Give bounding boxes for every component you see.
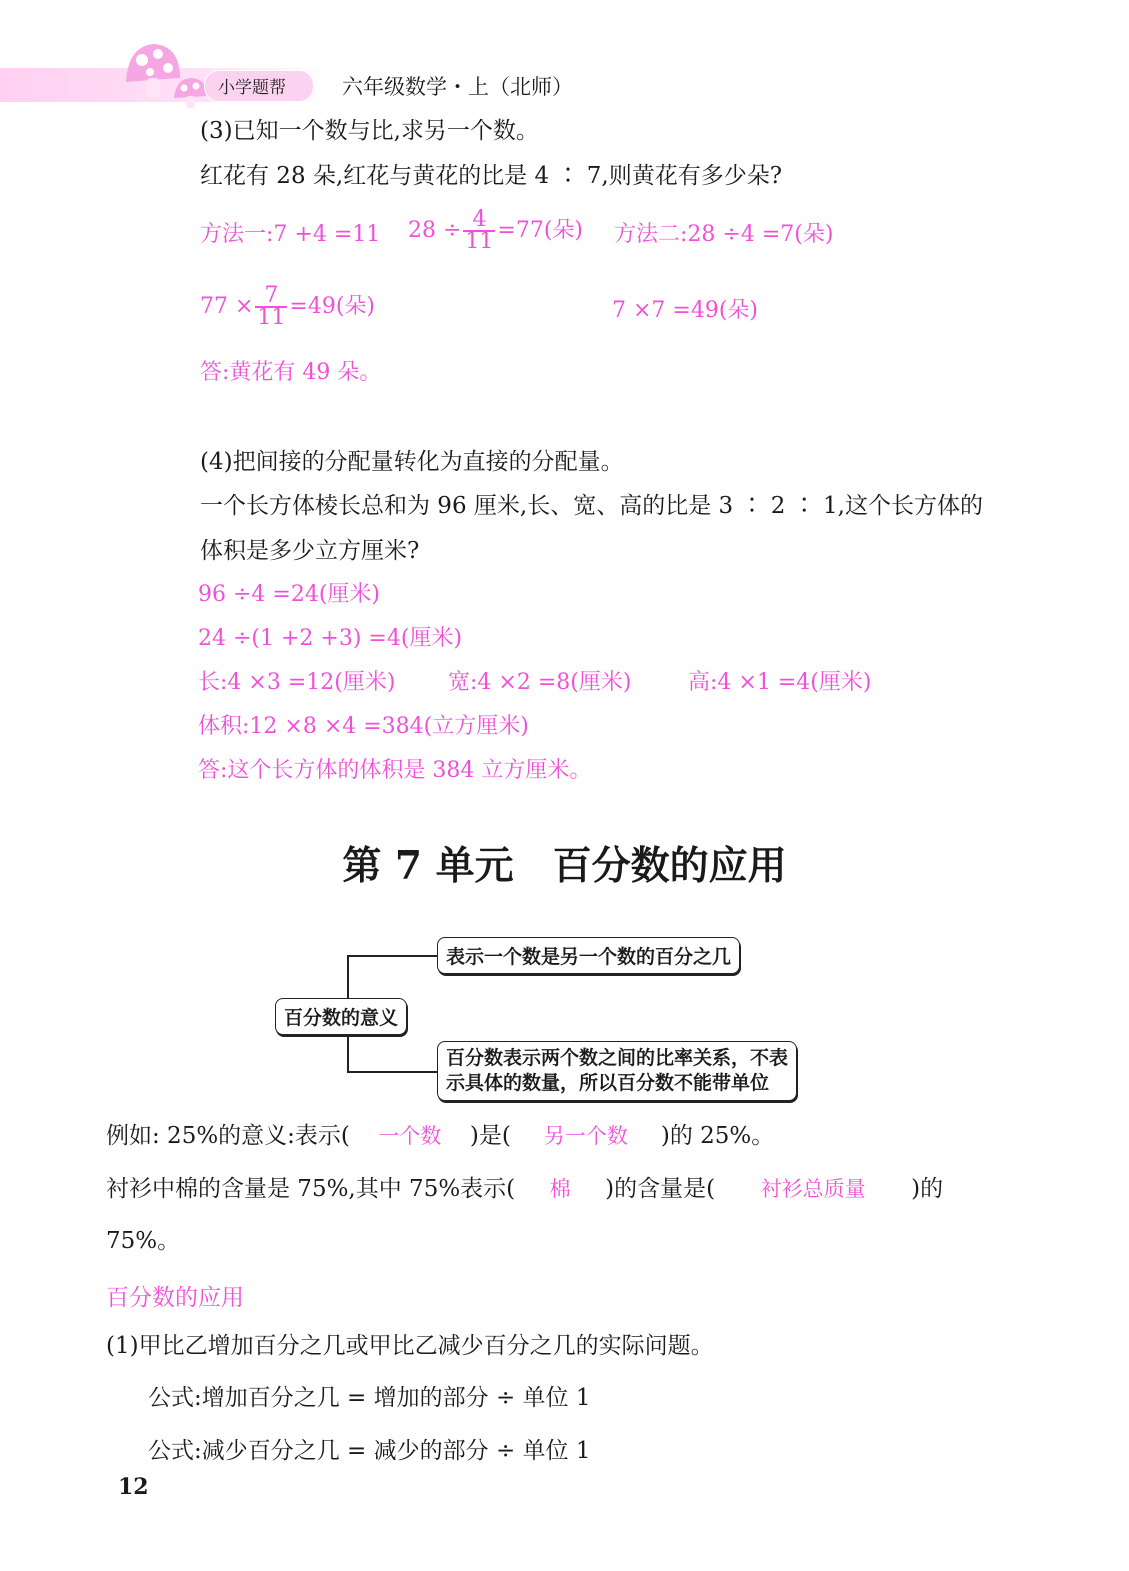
mindmap-connector-down bbox=[347, 1034, 349, 1072]
application-heading: 百分数的应用 bbox=[106, 1285, 244, 1311]
mindmap-branch-1: 表示一个数是另一个数的百分之几 bbox=[437, 937, 740, 974]
fraction-numerator: 4 bbox=[463, 210, 495, 232]
method2-step1: 方法二:28 ÷4 =7(朵) bbox=[614, 222, 834, 247]
section4-step3-length: 长:4 ×3 =12(厘米) bbox=[198, 670, 396, 695]
mindmap-branch-2-line1: 百分数表示两个数之间的比率关系，不表 bbox=[446, 1047, 789, 1069]
example-line2 bbox=[106, 1174, 943, 1204]
method1-step2-pre: 28 ÷ bbox=[408, 218, 462, 243]
example-line2-post: )的 bbox=[911, 1176, 944, 1202]
header-badge: 小学题帮 bbox=[218, 78, 286, 98]
mindmap-branch-2 bbox=[437, 1041, 797, 1101]
example-line1-pre: 例如: 25%的意义:表示( bbox=[106, 1123, 350, 1149]
method1-step3-post: =49(朵) bbox=[289, 294, 376, 319]
mindmap-connector-top bbox=[347, 955, 437, 957]
section4-step3-width: 宽:4 ×2 =8(厘米) bbox=[448, 670, 632, 695]
section4-question-line1: 一个长方体棱长总和为 96 厘米,长、宽、高的比是 3 ∶ 2 ∶ 1,这个长方体的 bbox=[200, 493, 983, 519]
section4-answer: 答:这个长方体的体积是 384 立方厘米。 bbox=[198, 758, 592, 783]
fraction-denominator: 11 bbox=[465, 229, 494, 254]
example-line2-mid: )的含量是( bbox=[605, 1176, 716, 1202]
page-number: 12 bbox=[118, 1474, 149, 1500]
section4-question-line2: 体积是多少立方厘米? bbox=[200, 538, 420, 564]
example-line2-pre: 衬衫中棉的含量是 75%,其中 75%表示( bbox=[106, 1176, 516, 1202]
example-blank-1: 一个数 bbox=[378, 1124, 442, 1148]
method2-step2: 7 ×7 =49(朵) bbox=[612, 298, 759, 323]
fraction-4-11 bbox=[463, 207, 495, 254]
example-line1-mid: )是( bbox=[469, 1123, 511, 1149]
example-blank-2: 另一个数 bbox=[543, 1124, 628, 1148]
section3-question: 红花有 28 朵,红花与黄花的比是 4 ∶ 7,则黄花有多少朵? bbox=[200, 163, 783, 189]
section3-answer: 答:黄花有 49 朵。 bbox=[200, 360, 382, 385]
application-formula-1: 公式:增加百分之几 = 增加的部分 ÷ 单位 1 bbox=[148, 1385, 591, 1411]
mindmap-connector-up bbox=[347, 955, 349, 999]
fraction-denominator: 11 bbox=[257, 305, 286, 330]
section4-step2: 24 ÷(1 +2 +3) =4(厘米) bbox=[198, 626, 463, 651]
section4-heading: (4)把间接的分配量转化为直接的分配量。 bbox=[200, 449, 624, 475]
header-title: 六年级数学・上（北师） bbox=[342, 75, 573, 99]
example-blank-3: 棉 bbox=[549, 1177, 571, 1201]
method1-step1: 方法一:7 +4 =11 bbox=[200, 222, 381, 247]
method1-step2-post: =77(朵) bbox=[497, 218, 584, 243]
section3-heading: (3)已知一个数与比,求另一个数。 bbox=[200, 118, 539, 144]
method1-step3-pre: 77 × bbox=[200, 294, 254, 319]
example-line1 bbox=[106, 1121, 774, 1151]
example-line1-post: )的 25%。 bbox=[660, 1123, 775, 1149]
section4-step4: 体积:12 ×8 ×4 =384(立方厘米) bbox=[198, 714, 529, 739]
section4-step3-height: 高:4 ×1 =4(厘米) bbox=[688, 670, 872, 695]
method1-step3 bbox=[200, 283, 376, 330]
application-item-1: (1)甲比乙增加百分之几或甲比乙减少百分之几的实际问题。 bbox=[106, 1333, 714, 1359]
fraction-7-11 bbox=[255, 283, 287, 330]
fraction-numerator: 7 bbox=[255, 286, 287, 308]
mindmap-center: 百分数的意义 bbox=[275, 998, 407, 1035]
mindmap-connector-bottom bbox=[347, 1071, 437, 1073]
mindmap-branch-2-line2: 示具体的数量，所以百分数不能带单位 bbox=[446, 1072, 770, 1094]
mushroom-icon bbox=[118, 38, 218, 110]
application-formula-2: 公式:减少百分之几 = 减少的部分 ÷ 单位 1 bbox=[148, 1438, 591, 1464]
method1-step2 bbox=[408, 207, 584, 254]
section4-step1: 96 ÷4 =24(厘米) bbox=[198, 582, 381, 607]
unit-title: 第 7 单元 百分数的应用 bbox=[342, 843, 787, 889]
example-line3: 75%。 bbox=[106, 1228, 181, 1254]
example-blank-4: 衬衫总质量 bbox=[760, 1177, 866, 1201]
